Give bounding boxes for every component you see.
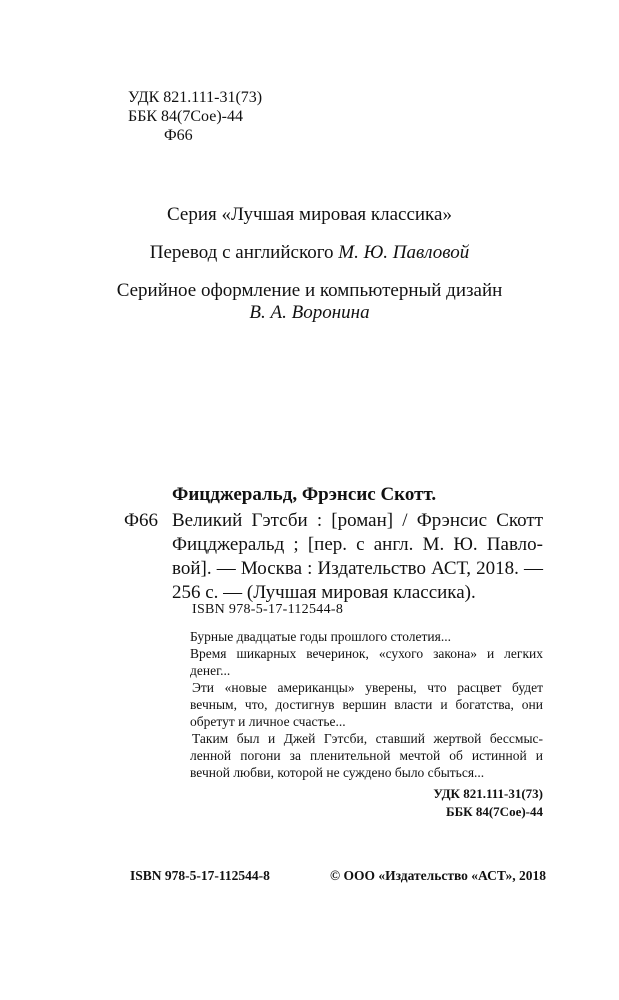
series-line: Серия «Лучшая мировая классика» [167,204,452,225]
designer-name: В. А. Воронина [249,302,370,323]
bib-line: Великий Гэтсби : [роман] / Фрэнсис Скотт [172,510,543,531]
bib-line: Фицджеральд ; [пер. с англ. М. Ю. Павло- [172,534,543,555]
annotation-line: вечным, что, достигнув вершин власти и богатства, они [190,697,543,712]
annotation-line: вечной любви, которой не суждено было сбыться... [190,765,485,780]
classification-codes [128,88,262,145]
right-bbk-code: ББК 84(7Сое)-44 [445,804,543,819]
annotation-line: ленной погони за пленительной мечтой об истинной и [190,748,543,763]
bbk-code: ББК 84(7Сое)-44 [128,108,243,125]
design-line: Серийное оформление и компьютерный дизайн [116,280,503,301]
footer-isbn: ISBN 978-5-17-112544-8 [130,868,270,883]
annotation-line: обретут и личное счастье... [190,714,346,729]
bib-isbn: ISBN 978-5-17-112544-8 [192,602,344,617]
annotation-line: Время шикарных вечеринок, «сухого закона» и легких [190,646,543,661]
annotation-line: Эти «новые американцы» уверены, что расцвет будет [192,680,543,695]
bib-line: 256 с. — (Лучшая мировая классика). [172,582,476,603]
udk-code: УДК 821.111-31(73) [128,89,263,106]
annotation-line: Таким был и Джей Гэтсби, ставший жертвой бессмыс- [192,731,543,746]
bib-author-mark: Ф66 [124,510,159,531]
translation-line [0,242,619,264]
bib-line: вой]. — Москва : Издательство АСТ, 2018. — [172,558,543,579]
annotation-line: денег... [190,663,231,678]
bib-author-heading: Фицджеральд, Фрэнсис Скотт. [172,484,437,505]
translation-prefix: Перевод с английского [149,242,339,263]
author-mark: Ф66 [164,127,193,144]
translator-name: М. Ю. Павловой [338,242,470,263]
design-credits [0,280,619,324]
footer-copyright: © ООО «Издательство «АСТ», 2018 [330,868,547,883]
annotation-line: Бурные двадцатые годы прошлого столетия... [190,629,451,644]
right-udk-code: УДК 821.111-31(73) [433,786,543,801]
